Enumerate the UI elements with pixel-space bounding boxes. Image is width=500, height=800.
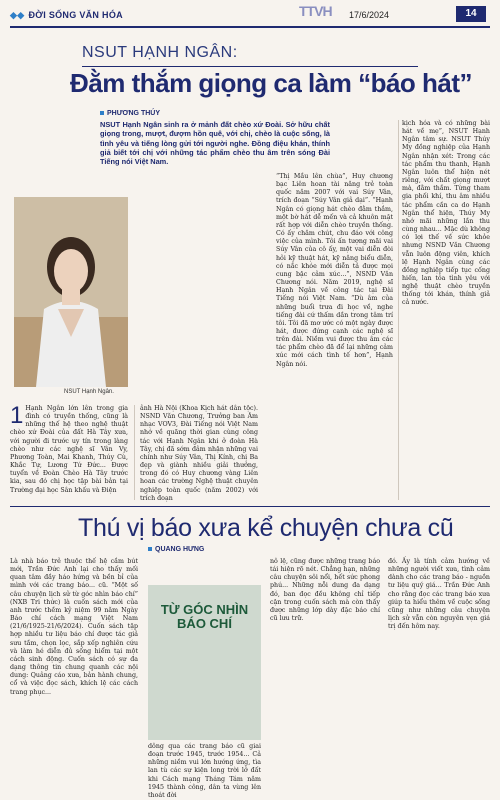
kicker-rule: [82, 66, 418, 67]
book-cover-image: [148, 585, 261, 740]
column-text: Hạnh Ngân lớn lên trong gia đình có truyền thống, cũng là những thế hệ theo nghệ thuật chèo xứ Đoài của đất Hà Tây xưa, với người đi trước uy tín trong làng chèo như các nghệ sĩ Vân Vy, Phương Toàn, Mai Khanh, Thúy Cù, Khắc Tự, Lương Tứ Đức... Được tuyển về Đoàn Chèo Hà Tây trước kia, sau đó chị học tập bài bản tại Trường đại học Sân khấu và Điện: [10, 405, 128, 494]
singer-portrait-image: [14, 197, 128, 387]
square-bullet-icon: [148, 547, 152, 551]
page-header: [0, 0, 500, 36]
article1-column-d: [402, 120, 490, 500]
newspaper-logo: TTVH: [299, 3, 332, 19]
article1-author: [100, 110, 160, 117]
article1-kicker: NSUT HẠNH NGÂN:: [82, 44, 238, 61]
square-bullet-icon: [100, 111, 104, 115]
header-rule: [10, 26, 490, 28]
photo-caption: NSUT Hạnh Ngân.: [64, 389, 114, 395]
column-divider: [398, 120, 399, 500]
section-label: [10, 10, 123, 21]
article2-column-c: nô lệ, cũng được những trang báo tái hiện rõ nét. Chẳng hạn, những câu chuyện sôi nổi, hết sức phong phú... Những nỗi dung đa dạng đó, ban đọc đều không chỉ tiếp cận trong cuốn sách mà còn thấy được những lớp dày đặc báo chí cũ lưu trữ.: [270, 558, 380, 623]
article1-title: Đằm thắm giọng ca làm “báo hát”: [70, 68, 473, 98]
article-separator: [10, 506, 490, 507]
column-divider: [134, 405, 135, 500]
article2-column-a: [10, 558, 138, 770]
book-cover-title: TỪ GÓC NHÌN BÁO CHÍ: [160, 602, 249, 631]
article2-author: [148, 546, 204, 553]
section-name: ĐỜI SỐNG VĂN HÓA: [28, 10, 123, 20]
column-text: kịch hóa và có những bài hát về mẹ”, NSUT Hạnh Ngân tâm sự. NSUT Thúy My đồng nghiệp của Hạnh Ngân nhận xét: Trong các tác phẩm thu thanh, Hạnh Ngân luôn thể hiện nét riêng, với chất giọng mượt mà, đằm thắm. Từng tham gia phối khí, thu âm nhiều tác phẩm cần ca do Hạnh Ngân thể hiện, Thúy My nhớ mãi những lần thu cùng nhau... Mặc dù không có lợi thế về sức khỏe nhưng NSND Văn Chương vẫn luôn động viên, khích lệ Hạnh Ngân cùng các đồng nghiệp tiếp tục cống hiến, lan tỏa tình yêu với nghệ thuật chèo truyền thống tới khán, thính giả cả nước.: [402, 120, 490, 307]
column-text: “Thị Mầu lên chùa”, Huy chương bạc Liên hoan tài năng trẻ toàn quốc năm 2007 với vai Súy Vân, trích đoạn “Súy Vân giả dại”. “Hạnh Ngân có giọng hát chèo đằm thắm, một bờ hát dễ mến và cả khuôn mặt rất hợp với diễn chèo truyền thống. Có ấy chăm chút, chu đáo với công việc của mình. Tôi ấn tượng mãi vai Súy Vân của cô ấy, một vai diễn đòi hỏi kỹ thuật hát, kỹ năng biểu diễn, có nắc khóe mới diễn tả được mọi cung bậc cảm xúc...”, NSND Văn Chương nói. Năm 2019, nghệ sĩ Hạnh Ngân về công tác tại Đài Tiếng nói Việt Nam. “Dù âm của những buổi trưa đi học về, nghe tiếng đài cứ thấm dần trong tâm trí tôi. Tôi đã mơ ước có một ngày được hát, được đứng cạnh các nghệ sĩ trên đài. Niềm vui được thu âm các tác phẩm chèo đã để lại những cảm xúc mới cách tình tế hơn”, Hạnh Ngân nói.: [276, 173, 393, 368]
author-name: PHƯƠNG THÚY: [107, 110, 161, 117]
article1-column-b: ảnh Hà Nội (Khoa Kịch hát dân tộc). NSND Văn Chương, Trưởng ban Âm nhạc VOV3, Đài Tiếng nói Việt Nam nhớ về quãng thời gian cùng công tác với Hạnh Ngân khi ở đoàn Hà Tây, chị đã sớm đảm nhận những vai chính như Súy Vân, Thị Kính, chị Ba đẹp và giành nhiều giải thưởng, trong đó có Huy chương vàng Liên hoan các trường Nghệ thuật chuyên nghiệp toàn quốc (năm 2002) với trích đoạn: [140, 405, 258, 502]
author-name: QUANG HƯNG: [155, 546, 205, 553]
column-text: Là nhà báo trẻ thuộc thế hệ cầm bút mới, Trần Đức Anh lại cho thấy mối quan tâm đầy háo hứng và bền bỉ của mình với các trang báo... cũ. “Một số câu chuyện lịch sử từ góc nhìn báo chí” (NXB Tri thức) là cuốn sách mới của anh trước thềm kỷ niệm 99 năm Ngày Báo chí cách mạng Việt Nam (21/6/1925-21/6/2024). Cuốn sách tập hợp nhiều tư liệu báo chí được tác giả sưu tầm, chọn lọc, sắp xếp nghiên cứu và làm hé diễn đủ sống hiểm tại một cách sinh động. Cuốn sách có sự đa dạng thông tin chung quanh các nội dung: Quảng cáo xưa, bản hành chung, cổ và việc đọc sách, khích lệ các cách trang phục...: [10, 558, 138, 696]
article1-column-c: [276, 173, 393, 500]
article2-column-b: dông qua các trang báo cũ giai đoạn trước 1945, trước 1954... Cả những niềm vui lớn hướng ứng, tìa lan tù các sự kiện long trời lở đất khi Cách mạng Tháng Tám năm 1945 thành công, dân ta vùng lên thoát đời: [148, 743, 261, 799]
article1-lead: NSUT Hạnh Ngân sinh ra ở mảnh đất chèo xứ Đoài. Sở hữu chất giọng trong, mượt, đượm hồn quê, với chị, chèo là cuộc sống, là tình yêu và tiếng lòng gửi tới người nghe. Đồng điệu khán, thính giả biết tới chị với những tác phẩm chèo thu âm trên sóng Đài Tiếng nói Việt Nam.: [100, 120, 330, 167]
diamond-icon: ◆◆: [10, 10, 25, 20]
article1-column-a: [10, 402, 128, 500]
drop-cap: 1: [10, 402, 24, 429]
page-number: 14: [456, 6, 486, 22]
article2-column-d: đó. Ấy là tính cảm hướng về những người viết xưa, tình cảm dành cho các trang báo - nguồn tư liệu quý giá... Trần Đức Anh cho rằng đọc các trang báo xưa giúp ta hiểu thêm về cuộc sống cũng như những câu chuyện lịch sử vẫn còn nguyên vẹn giá trị đến hôm nay.: [388, 558, 490, 631]
article1-photo: [14, 197, 128, 387]
article2-title: Thú vị báo xưa kể chuyện chưa cũ: [78, 514, 454, 542]
issue-date: 17/6/2024: [349, 10, 390, 20]
